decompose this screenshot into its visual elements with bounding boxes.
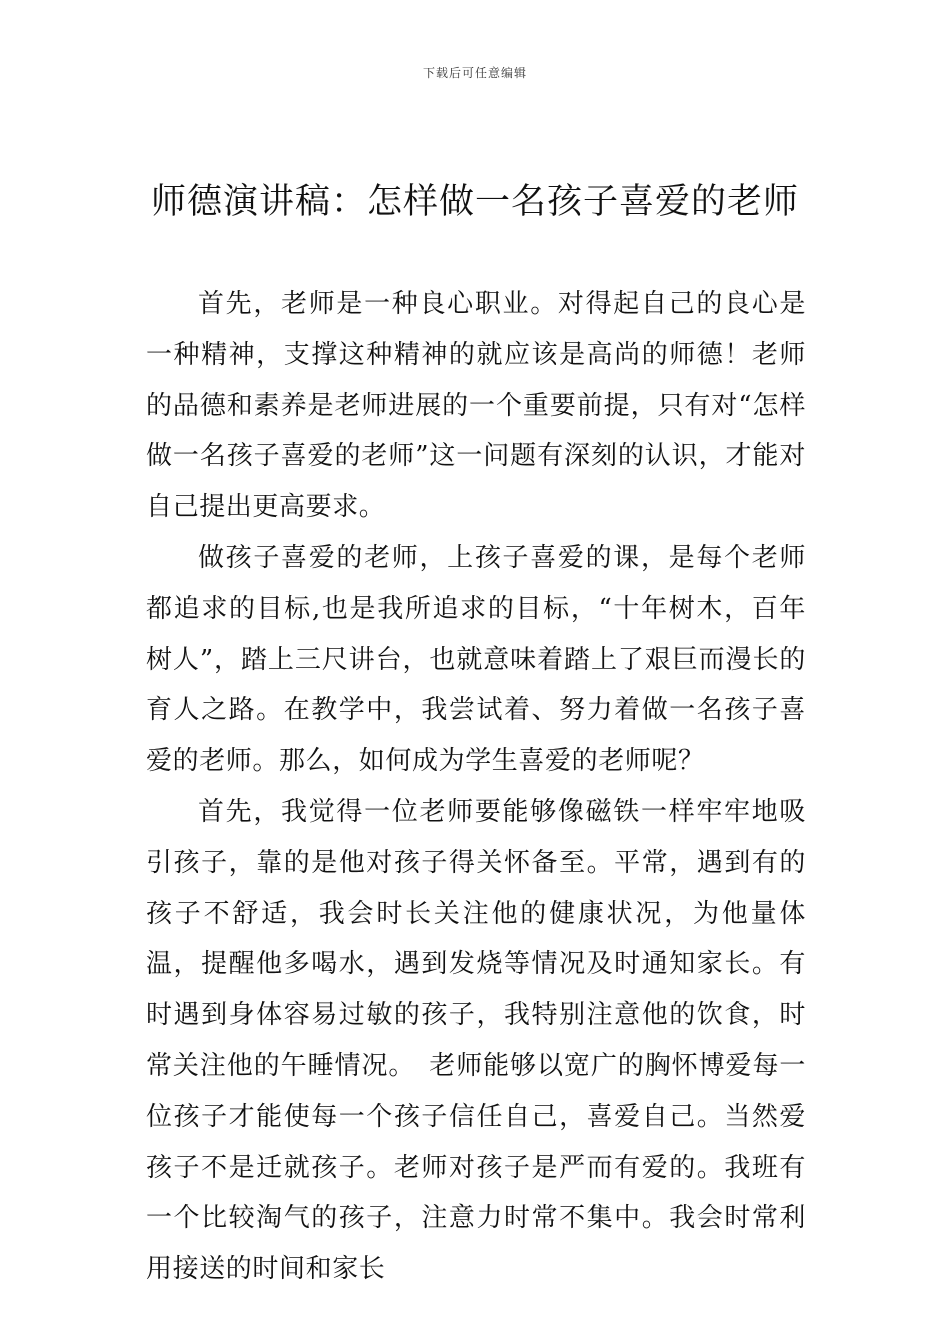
header-note: 下载后可任意编辑 xyxy=(422,66,527,80)
body-paragraph-3: 首先，我觉得一位老师要能够像磁铁一样牢牢地吸引孩子，靠的是他对孩子得关怀备至。平常，遇到有的孩子不舒适，我会时长关注他的健康状况，为他量体温，提醒他多喝水，遇到发烧等情况及时通知家长。有时遇到身体容易过敏的孩子，我特别注意他的饮食，时常关注他的午睡情况。 老师能够以宽广的胸怀博爱每一位孩子才能使每一个孩子信任自己，喜爱自己。当然爱孩子不是迁就孩子。老师对孩子是严而有爱的。我班有一个比较淘气的孩子，注意力时常不集中。我会时常利用接送的时间和家长 xyxy=(146,796,806,1285)
document-title: 师德演讲稿：怎样做一名孩子喜爱的老师 xyxy=(150,182,799,222)
body-paragraph-2: 做孩子喜爱的老师，上孩子喜爱的课，是每个老师都追求的目标,也是我所追求的目标，“十年树木，百年树人”，踏上三尺讲台，也就意味着踏上了艰巨而漫长的育人之路。在教学中，我尝试着、努力着做一名孩子喜爱的老师。那么，如何成为学生喜爱的老师呢？ xyxy=(146,542,806,777)
body-paragraph-1: 首先，老师是一种良心职业。对得起自己的良心是一种精神，支撑这种精神的就应该是高尚的师德！老师的品德和素养是老师进展的一个重要前提，只有对“怎样做一名孩子喜爱的老师”这一问题有深刻的认识，才能对自己提出更高要求。 xyxy=(146,289,806,523)
document-body xyxy=(146,279,806,1295)
